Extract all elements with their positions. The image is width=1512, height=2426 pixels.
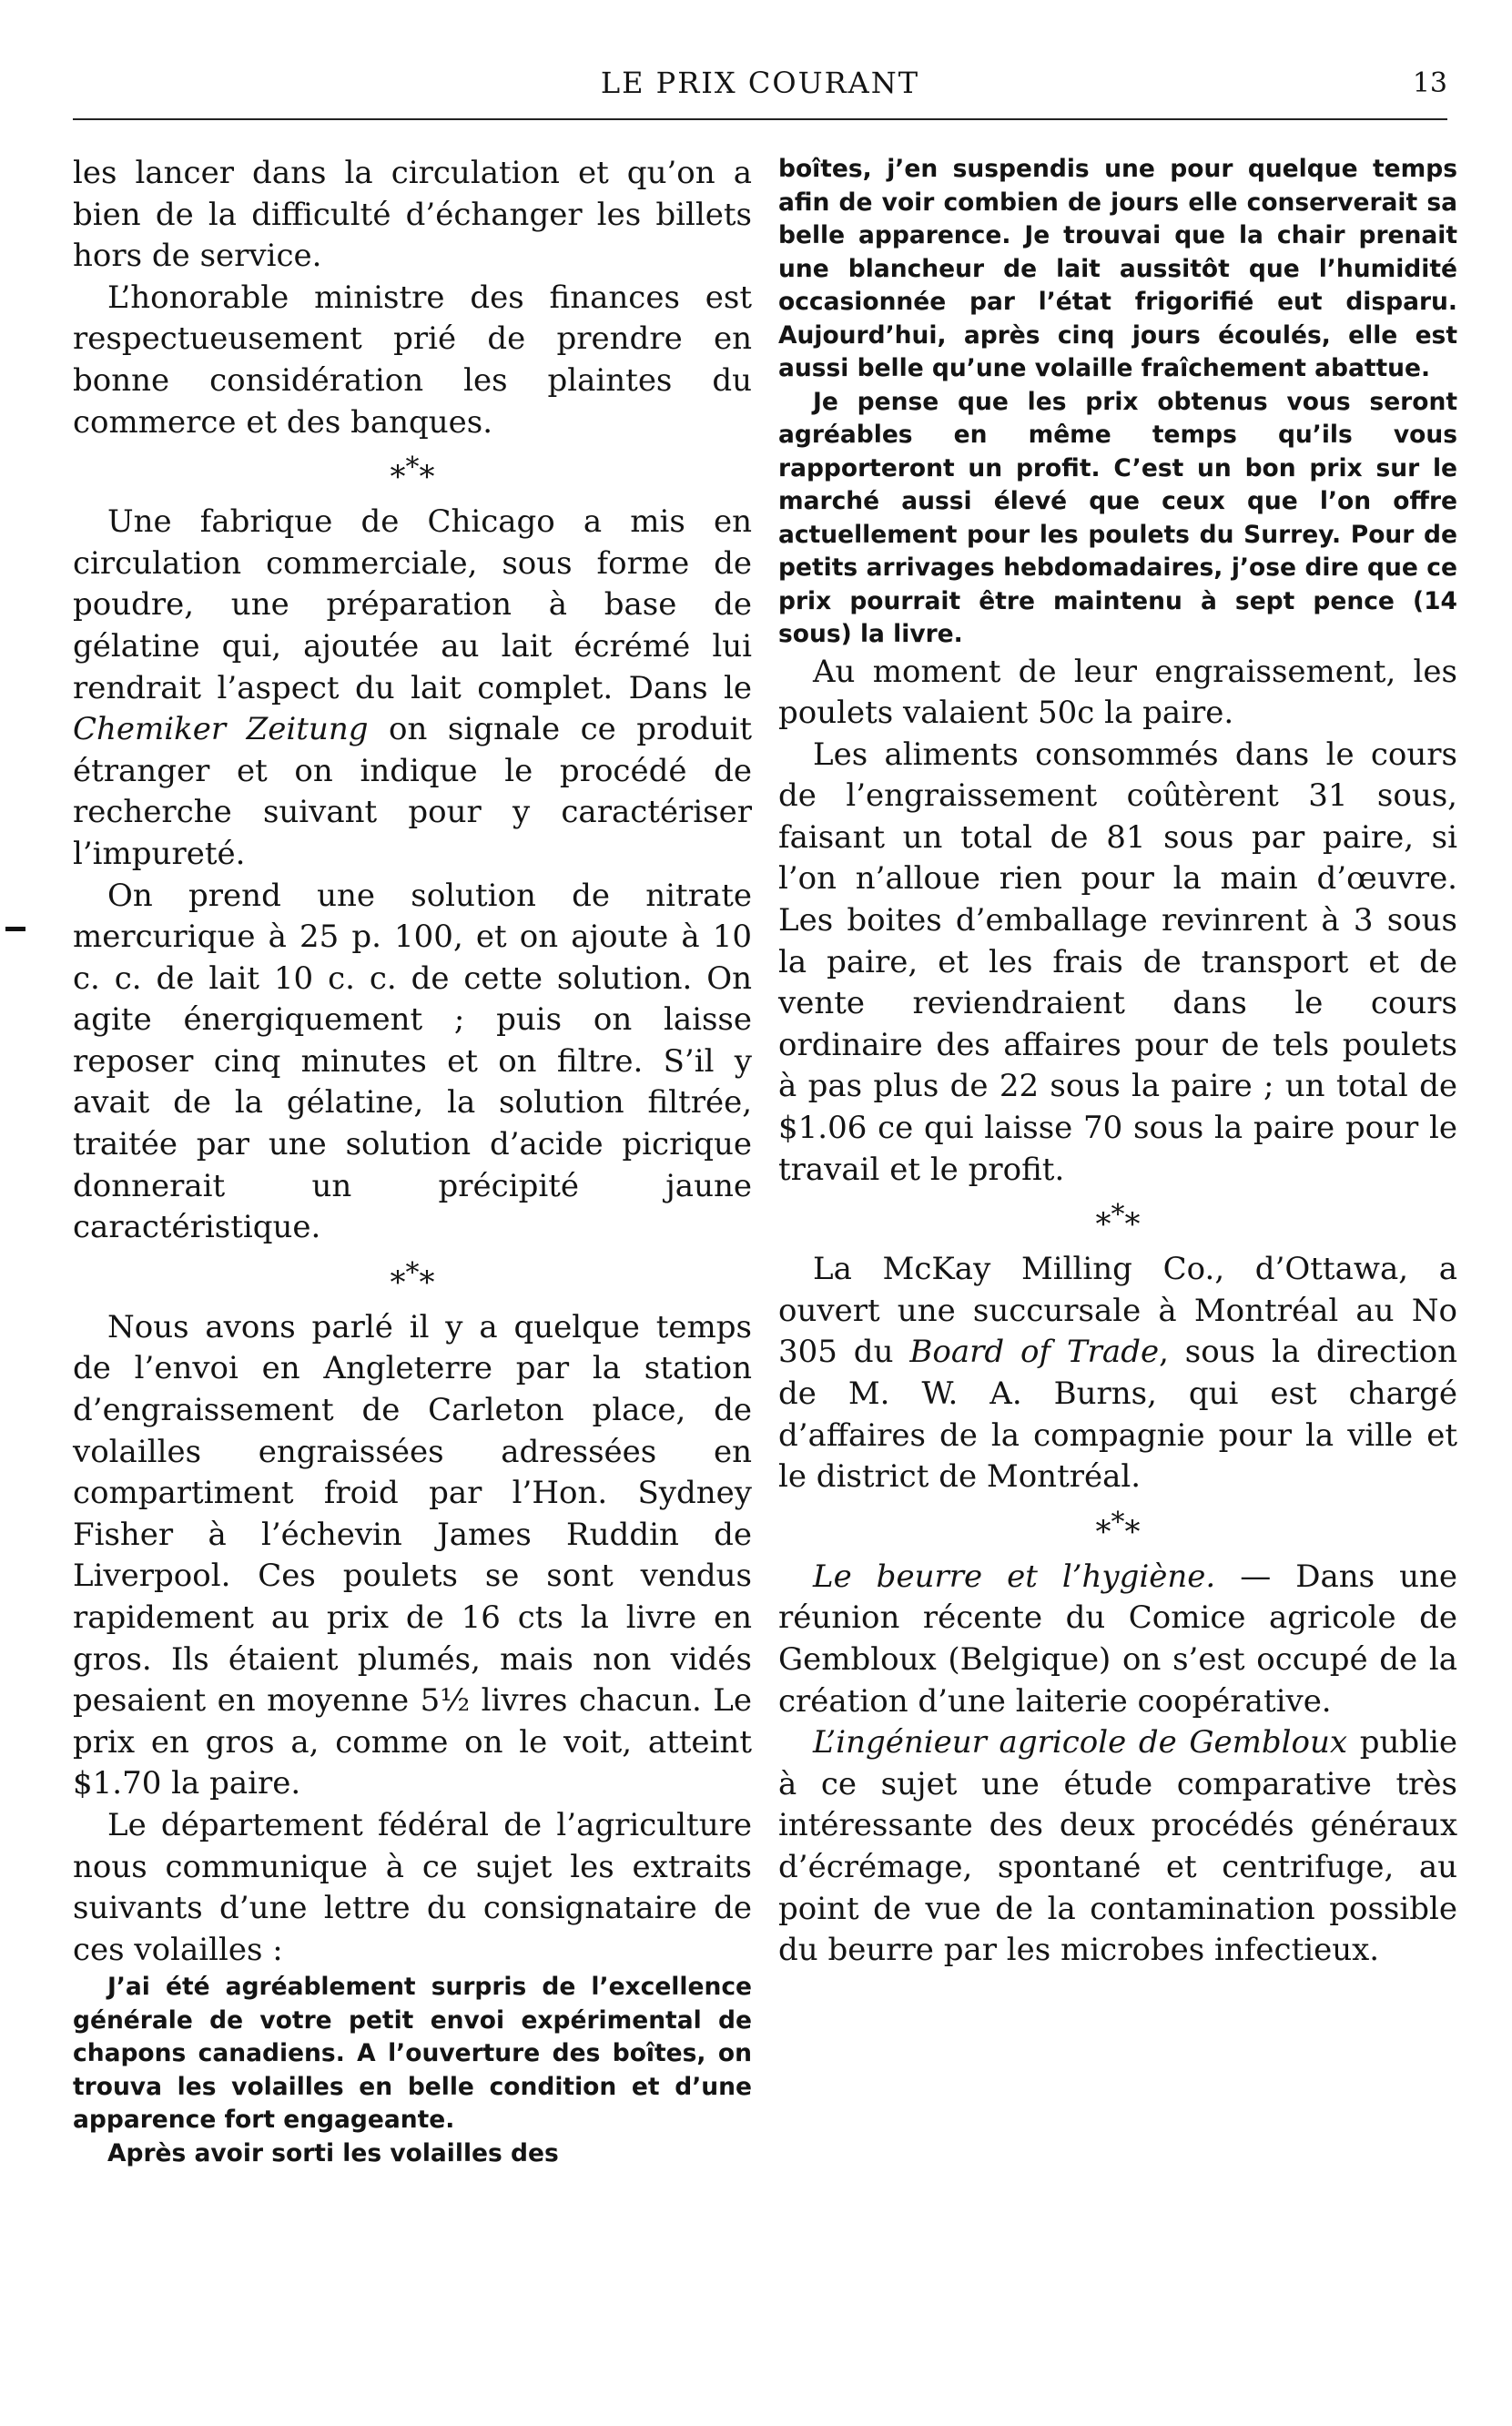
engineer-heading: L’ingénieur agricole de Gembloux xyxy=(813,1724,1348,1761)
paragraph-butter-text: — Dans une réunion récente du Comice agricole de Gembloux (Belgique) on s’est occupé de la création d’une laiterie coopérative. xyxy=(778,1558,1457,1720)
journal-title: Chemiker Zeitung xyxy=(73,711,369,748)
paragraph-butter-hygiene xyxy=(778,1557,1457,1722)
paragraph-mckay-milling xyxy=(778,1249,1457,1498)
margin-mark xyxy=(5,927,25,931)
page-number: 13 xyxy=(1412,67,1447,99)
section-separator: *** xyxy=(390,1256,435,1301)
letter-quote-3: Je pense que les prix obtenus vous seront agréables en même temps qu’ils vous rapporteront un profit. C’est un bon prix sur le marché aussi élevé que ceux que l’on offre actuellement pour les poulets du Surrey. Pour de petits arrivages hebdomadaires, j’ose dire que ce prix pourrait être maintenu à sept pence (14 sous) la livre. xyxy=(778,387,1457,648)
paragraph-mckay-text-a: La McKay Milling Co., d’Ottawa, a ouvert une succursale à Montréal au No 305 du xyxy=(778,1251,1457,1371)
letter-quote-2: Après avoir sorti les volailles des xyxy=(107,2138,559,2167)
paragraph-mckay-text-b: , sous la direction de M. W. A. Burns, qui est chargé d’affaires de la compagnie pour la ville et le district de Montréal. xyxy=(778,1334,1457,1496)
right-column xyxy=(778,153,1457,1972)
left-column xyxy=(73,153,752,2170)
paragraph-chicago-text-a: Une fabrique de Chicago a mis en circulation commerciale, sous forme de poudre, une préparation à base de gélatine qui, ajoutée au lait écrémé lui rendrait l’aspect du lait complet. Dans le xyxy=(73,503,752,706)
paragraph-chicago-gelatine xyxy=(73,502,752,875)
running-title: LE PRIX COURANT xyxy=(600,66,920,100)
paragraph-engineer xyxy=(778,1722,1457,1972)
paragraph-minister: L’honorable ministre des finances est respectueusement prié de prendre en bonne considération les plaintes du commerce et des banques. xyxy=(73,279,752,441)
section-separator: *** xyxy=(1095,1199,1141,1243)
paragraph-engineer-text: publie à ce sujet une étude comparative très intéressante des deux procédés généraux d’écrémage, spontané et centrifuge, au point de vue de la contamination possible du beurre par les microbes infectieux. xyxy=(778,1724,1457,1969)
paragraph-chicago-text-b: on signale ce produit étranger et on indique le procédé de recherche suivant pour y caractériser l’impureté. xyxy=(73,711,752,872)
paragraph-department: Le département fédéral de l’agriculture nous communique à ce sujet les extraits suivants d’une lettre du consignataire de ces volailles : xyxy=(73,1806,752,1968)
paragraph-bills: les lancer dans la circulation et qu’on a bien de la difficulté d’échanger les billets hors de service. xyxy=(73,155,752,275)
board-of-trade: Board of Trade xyxy=(909,1334,1160,1371)
letter-quote-2-continued: boîtes, j’en suspendis une pour quelque temps afin de voir combien de jours elle conserverait sa belle apparence. Je trouvai que la chair prenait une blancheur de lait aussitôt que l’humidité occasionnée par l’état frigorifié eut disparu. Aujourd’hui, après cinq jours écoulés, elle est aussi belle qu’une volaille fraîchement abattue. xyxy=(778,155,1457,382)
paragraph-costs: Les aliments consommés dans le cours de l’engraissement coûtèrent 31 sous, faisant un total de 81 sous par paire, si l’on n’alloue rien pour la main d’œuvre. Les boites d’emballage revinrent à 3 sous la paire, et les frais de transport et de vente reviendraient dans le cours ordinaire des affaires pour de tels poulets à pas plus de 22 sous la paire ; un total de $1.06 ce qui laisse 70 sous la paire pour le travail et le profit. xyxy=(778,736,1457,1188)
letter-quote-1: J’ai été agréablement surpris de l’excellence générale de votre petit envoi expérimental de chapons canadiens. A l’ouverture des boîtes, on trouva les volailles en belle condition et d’une apparence fort engageante. xyxy=(73,1973,752,2135)
paragraph-poultry-shipment: Nous avons parlé il y a quelque temps de l’envoi en Angleterre par la station d’engraissement de Carleton place, de volailles engraissées adressées en compartiment froid par l’Hon. Sydney Fisher à l’échevin James Ruddin de Liverpool. Ces poulets se sont vendus rapidement au prix de 16 cts la livre en gros. Ils étaient plumés, mais non vidés pesaient en moyenne 5½ livres chacun. Le prix en gros a, comme on le voit, atteint $1.70 la paire. xyxy=(73,1308,752,1802)
section-separator: *** xyxy=(1095,1506,1141,1550)
section-separator: *** xyxy=(390,452,435,496)
page-header xyxy=(73,64,1447,120)
butter-heading: Le beurre et l’hygiène. xyxy=(813,1558,1216,1595)
paragraph-nitrate-test: On prend une solution de nitrate mercurique à 25 p. 100, et on ajoute à 10 c. c. de lait 10 c. c. de cette solution. On agite énergiquement ; puis on laisse reposer cinq minutes et on filtre. S’il y avait de la gélatine, la solution filtrée, traitée par une solution d’acide picrique donnerait un précipité jaune caractéristique. xyxy=(73,877,752,1246)
paragraph-fattening: Au moment de leur engraissement, les poulets valaient 50c la paire. xyxy=(778,653,1457,732)
